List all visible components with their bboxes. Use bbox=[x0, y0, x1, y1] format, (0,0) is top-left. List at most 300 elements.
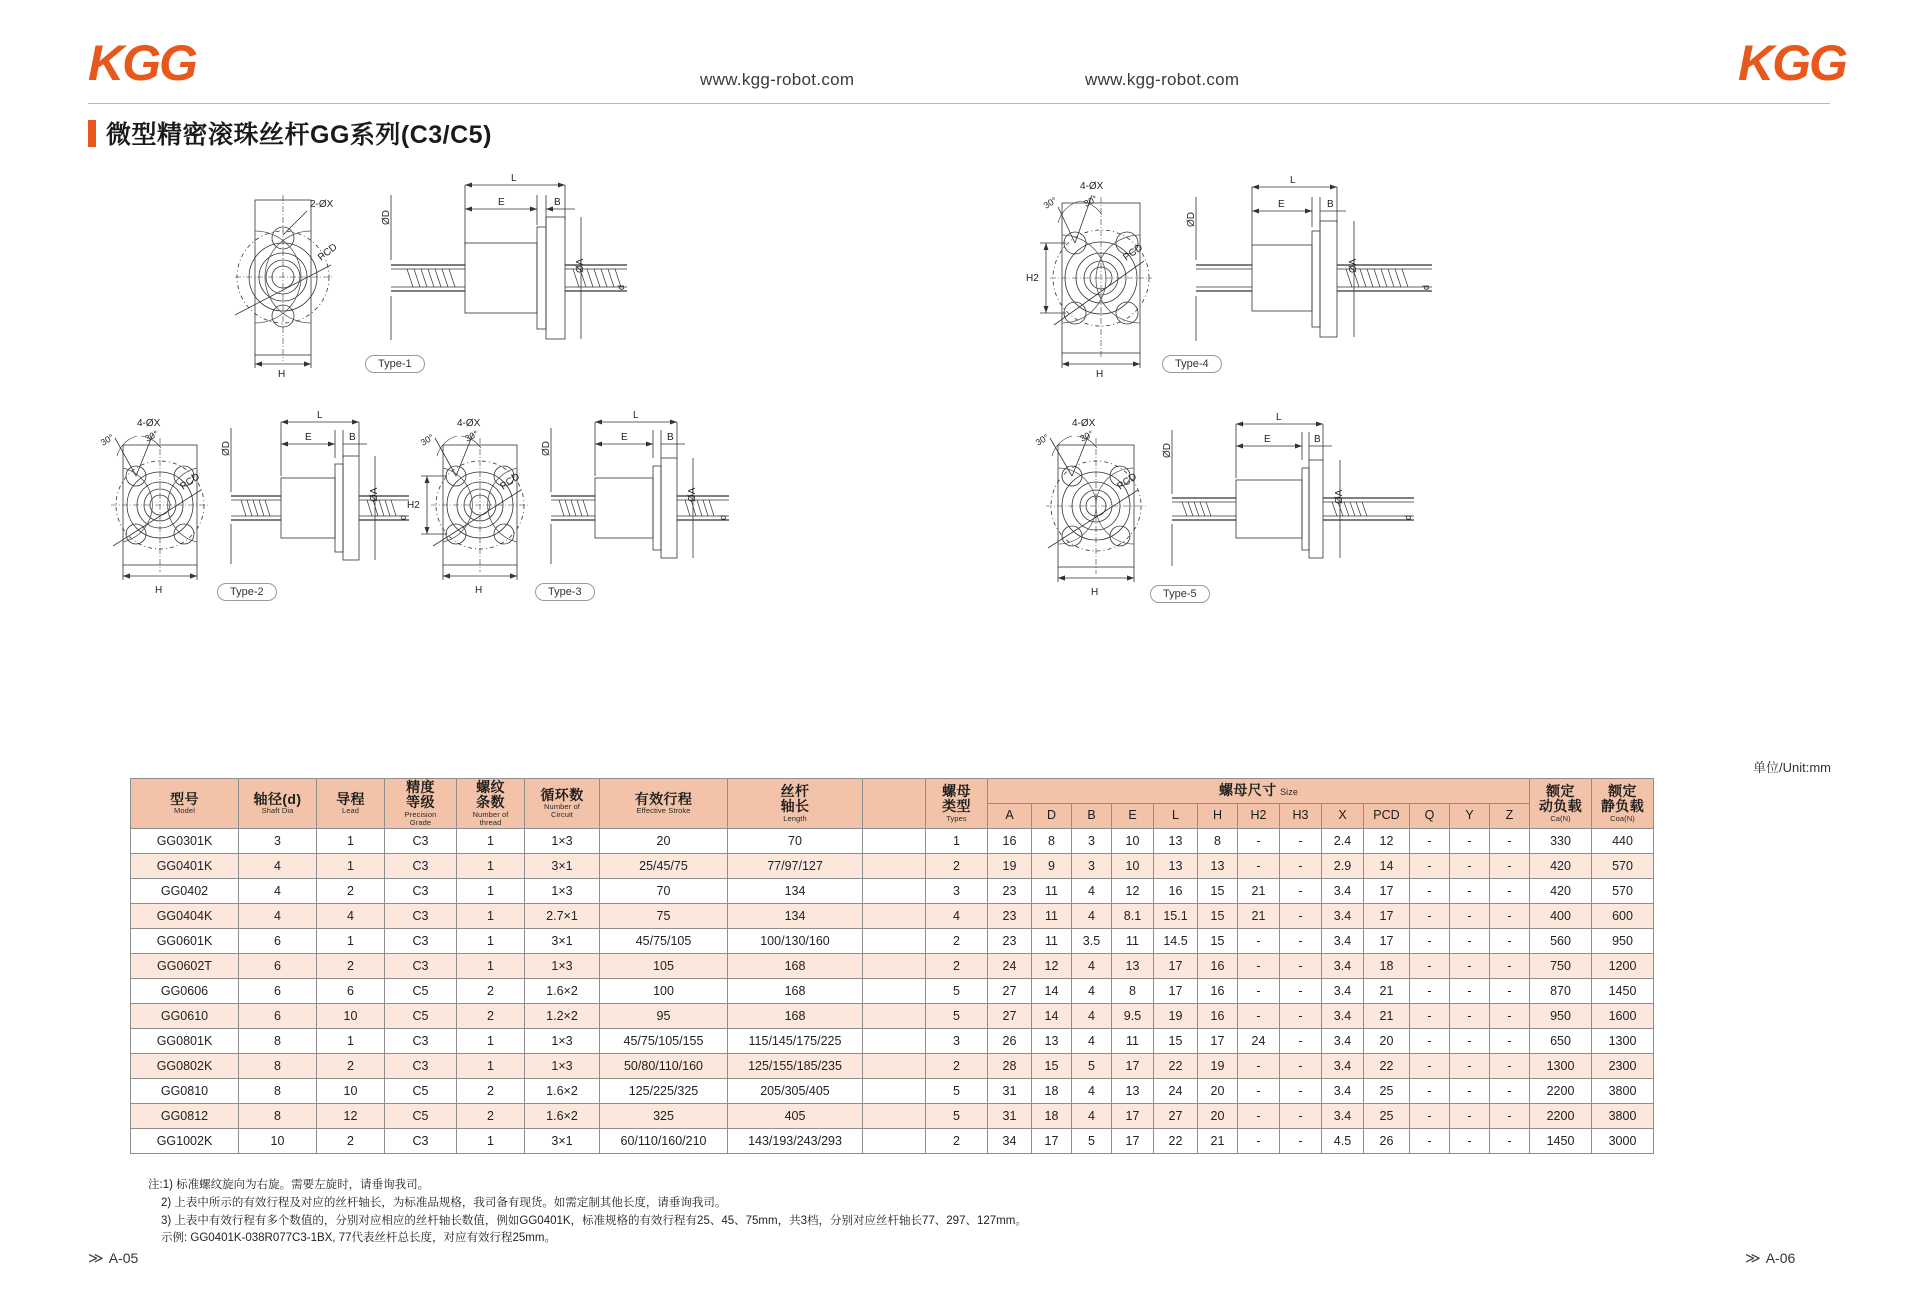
label-h2: H2 bbox=[1026, 273, 1039, 284]
cell-A: 23 bbox=[988, 929, 1032, 954]
cell-B: 3 bbox=[1072, 854, 1112, 879]
cell-blank bbox=[863, 1029, 926, 1054]
cell-Y: - bbox=[1450, 1129, 1490, 1154]
cell-model: GG0606 bbox=[131, 979, 239, 1004]
spec-table-body bbox=[131, 829, 1654, 1154]
cell-dynamic_load: 1450 bbox=[1530, 1129, 1592, 1154]
website-url-left[interactable]: www.kgg-robot.com bbox=[700, 70, 855, 89]
cell-circuits: 1×3 bbox=[525, 829, 600, 854]
type-2-svg bbox=[85, 400, 415, 600]
label-oa: ØA bbox=[1334, 489, 1345, 504]
cell-B: 4 bbox=[1072, 1079, 1112, 1104]
cell-blank bbox=[863, 854, 926, 879]
cell-A: 27 bbox=[988, 979, 1032, 1004]
cell-H: 17 bbox=[1198, 1029, 1238, 1054]
cell-static_load: 3000 bbox=[1592, 1129, 1654, 1154]
cell-dynamic_load: 870 bbox=[1530, 979, 1592, 1004]
cell-effective_stroke: 325 bbox=[600, 1104, 728, 1129]
label-l: L bbox=[1290, 175, 1296, 186]
cell-circuits: 1×3 bbox=[525, 954, 600, 979]
header-row-1 bbox=[131, 779, 1654, 804]
cell-Y: - bbox=[1450, 1004, 1490, 1029]
drawing-type-3 bbox=[405, 400, 735, 600]
cell-static_load: 3800 bbox=[1592, 1079, 1654, 1104]
label-b: B bbox=[1327, 199, 1334, 210]
cell-E: 13 bbox=[1112, 954, 1154, 979]
label-od: ØD bbox=[541, 441, 552, 456]
cell-L: 15.1 bbox=[1154, 904, 1198, 929]
cell-dynamic_load: 650 bbox=[1530, 1029, 1592, 1054]
cell-threads: 2 bbox=[457, 1104, 525, 1129]
label-angle-30-a: 30° bbox=[98, 431, 116, 448]
cell-threads: 2 bbox=[457, 1079, 525, 1104]
cell-precision_grade: C3 bbox=[385, 879, 457, 904]
cell-Y: - bbox=[1450, 1079, 1490, 1104]
cell-L: 13 bbox=[1154, 829, 1198, 854]
col-header-Q: Q bbox=[1410, 804, 1450, 829]
page-header bbox=[0, 0, 1919, 108]
cell-model: GG0812 bbox=[131, 1104, 239, 1129]
chevron-right-icon-left: ≫ bbox=[88, 1250, 104, 1267]
cell-model: GG0402 bbox=[131, 879, 239, 904]
table-row[interactable] bbox=[131, 1004, 1654, 1029]
cell-lead: 4 bbox=[317, 904, 385, 929]
table-row[interactable] bbox=[131, 1054, 1654, 1079]
col-header-E: E bbox=[1112, 804, 1154, 829]
col-header-nut-size-group: 螺母尺寸 Size bbox=[988, 779, 1530, 804]
cell-threads: 1 bbox=[457, 879, 525, 904]
page-number-right: A-06 bbox=[1765, 1250, 1796, 1266]
cell-X: 3.4 bbox=[1322, 1004, 1364, 1029]
label-angle-30-b: 30° bbox=[463, 428, 480, 444]
cell-circuits: 1×3 bbox=[525, 1029, 600, 1054]
cell-X: 2.9 bbox=[1322, 854, 1364, 879]
label-h: H bbox=[278, 369, 286, 380]
label-4-ox: 4-ØX bbox=[1072, 418, 1096, 429]
cell-D: 13 bbox=[1032, 1029, 1072, 1054]
cell-blank bbox=[863, 1054, 926, 1079]
cell-PCD: 21 bbox=[1364, 979, 1410, 1004]
cell-shaft_length: 100/130/160 bbox=[728, 929, 863, 954]
cell-shaft_dia: 6 bbox=[239, 929, 317, 954]
cell-nut_type: 5 bbox=[926, 1079, 988, 1104]
cell-Q: - bbox=[1410, 1104, 1450, 1129]
label-l: L bbox=[317, 410, 323, 421]
cell-Z: - bbox=[1490, 979, 1530, 1004]
cell-H: 19 bbox=[1198, 1054, 1238, 1079]
label-angle-30-b: 30° bbox=[143, 428, 160, 444]
cell-nut_type: 5 bbox=[926, 1104, 988, 1129]
cell-A: 24 bbox=[988, 954, 1032, 979]
drawing-type-2 bbox=[85, 400, 415, 600]
cell-lead: 1 bbox=[317, 929, 385, 954]
label-pcd: PCD bbox=[316, 241, 340, 264]
cell-H: 16 bbox=[1198, 954, 1238, 979]
cell-H2: - bbox=[1238, 1004, 1280, 1029]
cell-shaft_length: 168 bbox=[728, 954, 863, 979]
cell-D: 18 bbox=[1032, 1104, 1072, 1129]
table-row[interactable] bbox=[131, 1129, 1654, 1154]
cell-static_load: 1450 bbox=[1592, 979, 1654, 1004]
cell-L: 14.5 bbox=[1154, 929, 1198, 954]
label-e: E bbox=[305, 432, 312, 443]
cell-Y: - bbox=[1450, 879, 1490, 904]
table-row[interactable] bbox=[131, 954, 1654, 979]
label-h: H bbox=[475, 585, 483, 596]
type-1-svg bbox=[215, 165, 635, 380]
cell-H: 20 bbox=[1198, 1104, 1238, 1129]
cell-PCD: 25 bbox=[1364, 1079, 1410, 1104]
cell-nut_type: 2 bbox=[926, 954, 988, 979]
col-header-threads: 螺纹 条数 Number of thread bbox=[457, 779, 525, 829]
table-row[interactable] bbox=[131, 854, 1654, 879]
cell-precision_grade: C5 bbox=[385, 1004, 457, 1029]
label-l: L bbox=[511, 173, 517, 184]
cell-X: 3.4 bbox=[1322, 1054, 1364, 1079]
cell-circuits: 3×1 bbox=[525, 854, 600, 879]
cell-H: 21 bbox=[1198, 1129, 1238, 1154]
spec-table bbox=[130, 778, 1654, 1154]
cell-model: GG0801K bbox=[131, 1029, 239, 1054]
cell-blank bbox=[863, 1004, 926, 1029]
table-row[interactable] bbox=[131, 1104, 1654, 1129]
cell-threads: 2 bbox=[457, 979, 525, 1004]
cell-L: 16 bbox=[1154, 879, 1198, 904]
table-row[interactable] bbox=[131, 979, 1654, 1004]
cell-D: 12 bbox=[1032, 954, 1072, 979]
cell-A: 31 bbox=[988, 1079, 1032, 1104]
label-d: d bbox=[1421, 284, 1431, 290]
cell-PCD: 21 bbox=[1364, 1004, 1410, 1029]
cell-H3: - bbox=[1280, 829, 1322, 854]
cell-precision_grade: C3 bbox=[385, 1129, 457, 1154]
table-row[interactable] bbox=[131, 929, 1654, 954]
cell-A: 27 bbox=[988, 1004, 1032, 1029]
cell-effective_stroke: 60/110/160/210 bbox=[600, 1129, 728, 1154]
cell-model: GG0404K bbox=[131, 904, 239, 929]
cell-L: 19 bbox=[1154, 1004, 1198, 1029]
cell-E: 10 bbox=[1112, 854, 1154, 879]
label-oa: ØA bbox=[687, 487, 698, 502]
type-5-svg bbox=[1020, 400, 1420, 600]
cell-H2: - bbox=[1238, 829, 1280, 854]
col-header-blank bbox=[863, 779, 926, 829]
cell-H: 13 bbox=[1198, 854, 1238, 879]
col-header-D: D bbox=[1032, 804, 1072, 829]
cell-shaft_dia: 8 bbox=[239, 1079, 317, 1104]
cell-circuits: 1.6×2 bbox=[525, 1079, 600, 1104]
cell-nut_type: 4 bbox=[926, 904, 988, 929]
cell-precision_grade: C3 bbox=[385, 1029, 457, 1054]
cell-precision_grade: C5 bbox=[385, 979, 457, 1004]
cell-shaft_length: 143/193/243/293 bbox=[728, 1129, 863, 1154]
cell-Q: - bbox=[1410, 929, 1450, 954]
cell-effective_stroke: 75 bbox=[600, 904, 728, 929]
header-divider bbox=[88, 103, 1830, 104]
cell-blank bbox=[863, 979, 926, 1004]
cell-threads: 1 bbox=[457, 1054, 525, 1079]
cell-H2: 24 bbox=[1238, 1029, 1280, 1054]
cell-lead: 6 bbox=[317, 979, 385, 1004]
unit-note: 单位/Unit:mm bbox=[1752, 760, 1831, 775]
col-header-circuits: 循环数 Number of Circuit bbox=[525, 779, 600, 829]
cell-nut_type: 3 bbox=[926, 879, 988, 904]
col-header-PCD: PCD bbox=[1364, 804, 1410, 829]
footnotes bbox=[148, 1177, 1027, 1248]
cell-E: 17 bbox=[1112, 1054, 1154, 1079]
cell-nut_type: 2 bbox=[926, 1129, 988, 1154]
cell-nut_type: 2 bbox=[926, 1054, 988, 1079]
cell-E: 17 bbox=[1112, 1104, 1154, 1129]
cell-precision_grade: C3 bbox=[385, 954, 457, 979]
label-2-ox: 2-ØX bbox=[310, 199, 334, 210]
cell-circuits: 3×1 bbox=[525, 1129, 600, 1154]
cell-H: 15 bbox=[1198, 904, 1238, 929]
cell-B: 4 bbox=[1072, 879, 1112, 904]
cell-L: 17 bbox=[1154, 979, 1198, 1004]
cell-PCD: 17 bbox=[1364, 879, 1410, 904]
cell-precision_grade: C3 bbox=[385, 1054, 457, 1079]
cell-L: 22 bbox=[1154, 1054, 1198, 1079]
cell-Q: - bbox=[1410, 979, 1450, 1004]
cell-X: 3.4 bbox=[1322, 929, 1364, 954]
cell-blank bbox=[863, 829, 926, 854]
cell-nut_type: 5 bbox=[926, 1004, 988, 1029]
cell-shaft_dia: 4 bbox=[239, 854, 317, 879]
title-accent-bar bbox=[88, 120, 96, 147]
technical-drawings bbox=[0, 165, 1919, 755]
cell-dynamic_load: 420 bbox=[1530, 879, 1592, 904]
cell-H2: - bbox=[1238, 954, 1280, 979]
cell-B: 4 bbox=[1072, 1104, 1112, 1129]
table-row[interactable] bbox=[131, 879, 1654, 904]
cell-E: 10 bbox=[1112, 829, 1154, 854]
cell-Z: - bbox=[1490, 1004, 1530, 1029]
cell-H2: - bbox=[1238, 1129, 1280, 1154]
cell-PCD: 26 bbox=[1364, 1129, 1410, 1154]
cell-E: 8 bbox=[1112, 979, 1154, 1004]
cell-threads: 1 bbox=[457, 1029, 525, 1054]
cell-H3: - bbox=[1280, 879, 1322, 904]
cell-effective_stroke: 45/75/105/155 bbox=[600, 1029, 728, 1054]
cell-dynamic_load: 560 bbox=[1530, 929, 1592, 954]
cell-blank bbox=[863, 929, 926, 954]
cell-X: 3.4 bbox=[1322, 1029, 1364, 1054]
col-header-precision-grade: 精度 等级 Precision Grade bbox=[385, 779, 457, 829]
cell-shaft_length: 168 bbox=[728, 979, 863, 1004]
col-header-Z: Z bbox=[1490, 804, 1530, 829]
label-pcd: PCD bbox=[1115, 471, 1140, 493]
cell-Z: - bbox=[1490, 1079, 1530, 1104]
cell-lead: 2 bbox=[317, 1129, 385, 1154]
footnote-example: 示例: GG0401K-038R077C3-1BX, 77代表丝杆总长度，对应有效行程25mm。 bbox=[161, 1232, 556, 1245]
cell-static_load: 570 bbox=[1592, 879, 1654, 904]
drawing-type-1 bbox=[215, 165, 635, 380]
cell-H3: - bbox=[1280, 1129, 1322, 1154]
cell-shaft_dia: 6 bbox=[239, 954, 317, 979]
cell-H: 8 bbox=[1198, 829, 1238, 854]
table-row[interactable] bbox=[131, 904, 1654, 929]
cell-shaft_dia: 8 bbox=[239, 1054, 317, 1079]
label-angle-30-a: 30° bbox=[1033, 431, 1051, 448]
cell-blank bbox=[863, 904, 926, 929]
cell-H2: - bbox=[1238, 1054, 1280, 1079]
kgg-logo-right: KGG bbox=[1738, 35, 1846, 91]
spec-table-head bbox=[131, 779, 1654, 829]
website-url-right[interactable]: www.kgg-robot.com bbox=[1085, 70, 1240, 89]
cell-dynamic_load: 750 bbox=[1530, 954, 1592, 979]
cell-static_load: 600 bbox=[1592, 904, 1654, 929]
cell-effective_stroke: 20 bbox=[600, 829, 728, 854]
cell-H2: - bbox=[1238, 979, 1280, 1004]
page-title bbox=[88, 115, 492, 151]
cell-Y: - bbox=[1450, 954, 1490, 979]
cell-Z: - bbox=[1490, 954, 1530, 979]
cell-nut_type: 2 bbox=[926, 854, 988, 879]
cell-lead: 1 bbox=[317, 1029, 385, 1054]
cell-Y: - bbox=[1450, 904, 1490, 929]
cell-Q: - bbox=[1410, 904, 1450, 929]
col-header-dynamic-load: 额定 动负载 Ca(N) bbox=[1530, 779, 1592, 829]
cell-Z: - bbox=[1490, 1029, 1530, 1054]
cell-X: 3.4 bbox=[1322, 1079, 1364, 1104]
cell-H3: - bbox=[1280, 1104, 1322, 1129]
cell-static_load: 2300 bbox=[1592, 1054, 1654, 1079]
cell-dynamic_load: 330 bbox=[1530, 829, 1592, 854]
label-pcd: PCD bbox=[178, 471, 203, 493]
cell-A: 28 bbox=[988, 1054, 1032, 1079]
cell-dynamic_load: 420 bbox=[1530, 854, 1592, 879]
cell-precision_grade: C3 bbox=[385, 929, 457, 954]
cell-H: 15 bbox=[1198, 879, 1238, 904]
cell-Z: - bbox=[1490, 929, 1530, 954]
table-row[interactable] bbox=[131, 1029, 1654, 1054]
cell-D: 9 bbox=[1032, 854, 1072, 879]
spec-table-wrapper bbox=[130, 778, 1654, 1154]
footnote-1: 注:1) 标准螺纹旋向为右旋。需要左旋时，请垂询我司。 bbox=[148, 1179, 430, 1191]
cell-B: 3.5 bbox=[1072, 929, 1112, 954]
label-e: E bbox=[1278, 199, 1285, 210]
cell-PCD: 25 bbox=[1364, 1104, 1410, 1129]
cell-circuits: 1×3 bbox=[525, 879, 600, 904]
footnote-2: 2) 上表中所示的有效行程及对应的丝杆轴长，为标准品规格，我司备有现货。如需定制其他长度，请垂询我司。 bbox=[161, 1196, 727, 1209]
cell-D: 14 bbox=[1032, 1004, 1072, 1029]
cell-effective_stroke: 125/225/325 bbox=[600, 1079, 728, 1104]
cell-model: GG1002K bbox=[131, 1129, 239, 1154]
cell-Y: - bbox=[1450, 1054, 1490, 1079]
cell-Z: - bbox=[1490, 829, 1530, 854]
cell-shaft_dia: 6 bbox=[239, 979, 317, 1004]
label-od: ØD bbox=[1186, 212, 1197, 227]
label-b: B bbox=[667, 432, 674, 443]
label-b: B bbox=[554, 197, 561, 208]
cell-static_load: 950 bbox=[1592, 929, 1654, 954]
col-header-H2: H2 bbox=[1238, 804, 1280, 829]
cell-PCD: 22 bbox=[1364, 1054, 1410, 1079]
cell-Q: - bbox=[1410, 1079, 1450, 1104]
cell-Z: - bbox=[1490, 1054, 1530, 1079]
label-angle-30-a: 30° bbox=[1041, 194, 1059, 211]
cell-shaft_length: 77/97/127 bbox=[728, 854, 863, 879]
cell-circuits: 1.2×2 bbox=[525, 1004, 600, 1029]
cell-X: 3.4 bbox=[1322, 879, 1364, 904]
table-row[interactable] bbox=[131, 1079, 1654, 1104]
cell-shaft_length: 168 bbox=[728, 1004, 863, 1029]
label-4-ox: 4-ØX bbox=[457, 418, 481, 429]
cell-nut_type: 2 bbox=[926, 929, 988, 954]
cell-static_load: 570 bbox=[1592, 854, 1654, 879]
cell-nut_type: 1 bbox=[926, 829, 988, 854]
label-h: H bbox=[1096, 369, 1104, 380]
col-header-nut-type: 螺母 类型 Types bbox=[926, 779, 988, 829]
footer-page-right bbox=[1745, 1249, 1795, 1267]
cell-H2: - bbox=[1238, 1079, 1280, 1104]
cell-static_load: 1300 bbox=[1592, 1029, 1654, 1054]
cell-D: 15 bbox=[1032, 1054, 1072, 1079]
label-b: B bbox=[1314, 434, 1321, 445]
cell-A: 31 bbox=[988, 1104, 1032, 1129]
cell-D: 11 bbox=[1032, 904, 1072, 929]
col-header-model: 型号 Model bbox=[131, 779, 239, 829]
label-b: B bbox=[349, 432, 356, 443]
cell-B: 4 bbox=[1072, 1029, 1112, 1054]
kgg-logo-left: KGG bbox=[88, 35, 196, 91]
cell-H2: 21 bbox=[1238, 879, 1280, 904]
cell-Z: - bbox=[1490, 1129, 1530, 1154]
cell-D: 14 bbox=[1032, 979, 1072, 1004]
cell-A: 16 bbox=[988, 829, 1032, 854]
cell-circuits: 1.6×2 bbox=[525, 979, 600, 1004]
footer-page-left bbox=[88, 1249, 138, 1267]
cell-precision_grade: C3 bbox=[385, 829, 457, 854]
label-oa: ØA bbox=[1348, 258, 1359, 273]
cell-Y: - bbox=[1450, 829, 1490, 854]
label-h: H bbox=[1091, 587, 1099, 598]
cell-X: 3.4 bbox=[1322, 979, 1364, 1004]
cell-lead: 1 bbox=[317, 829, 385, 854]
cell-Q: - bbox=[1410, 1054, 1450, 1079]
cell-effective_stroke: 45/75/105 bbox=[600, 929, 728, 954]
col-header-shaft-length: 丝杆 轴长 Length bbox=[728, 779, 863, 829]
cell-D: 8 bbox=[1032, 829, 1072, 854]
cell-Q: - bbox=[1410, 1029, 1450, 1054]
cell-Z: - bbox=[1490, 1104, 1530, 1129]
cell-model: GG0601K bbox=[131, 929, 239, 954]
label-d: d bbox=[616, 284, 626, 290]
cell-effective_stroke: 105 bbox=[600, 954, 728, 979]
cell-H3: - bbox=[1280, 1054, 1322, 1079]
type-3-svg bbox=[405, 400, 735, 600]
cell-H3: - bbox=[1280, 1029, 1322, 1054]
table-row[interactable] bbox=[131, 829, 1654, 854]
cell-lead: 2 bbox=[317, 879, 385, 904]
cell-L: 13 bbox=[1154, 854, 1198, 879]
label-h2: H2 bbox=[407, 500, 420, 511]
cell-lead: 12 bbox=[317, 1104, 385, 1129]
cell-model: GG0610 bbox=[131, 1004, 239, 1029]
cell-PCD: 17 bbox=[1364, 929, 1410, 954]
label-od: ØD bbox=[221, 441, 232, 456]
label-e: E bbox=[498, 197, 505, 208]
cell-X: 2.4 bbox=[1322, 829, 1364, 854]
cell-PCD: 20 bbox=[1364, 1029, 1410, 1054]
label-oa: ØA bbox=[575, 258, 586, 273]
cell-static_load: 440 bbox=[1592, 829, 1654, 854]
label-angle-30-b: 30° bbox=[1082, 193, 1099, 209]
cell-PCD: 12 bbox=[1364, 829, 1410, 854]
cell-precision_grade: C5 bbox=[385, 1104, 457, 1129]
cell-PCD: 18 bbox=[1364, 954, 1410, 979]
